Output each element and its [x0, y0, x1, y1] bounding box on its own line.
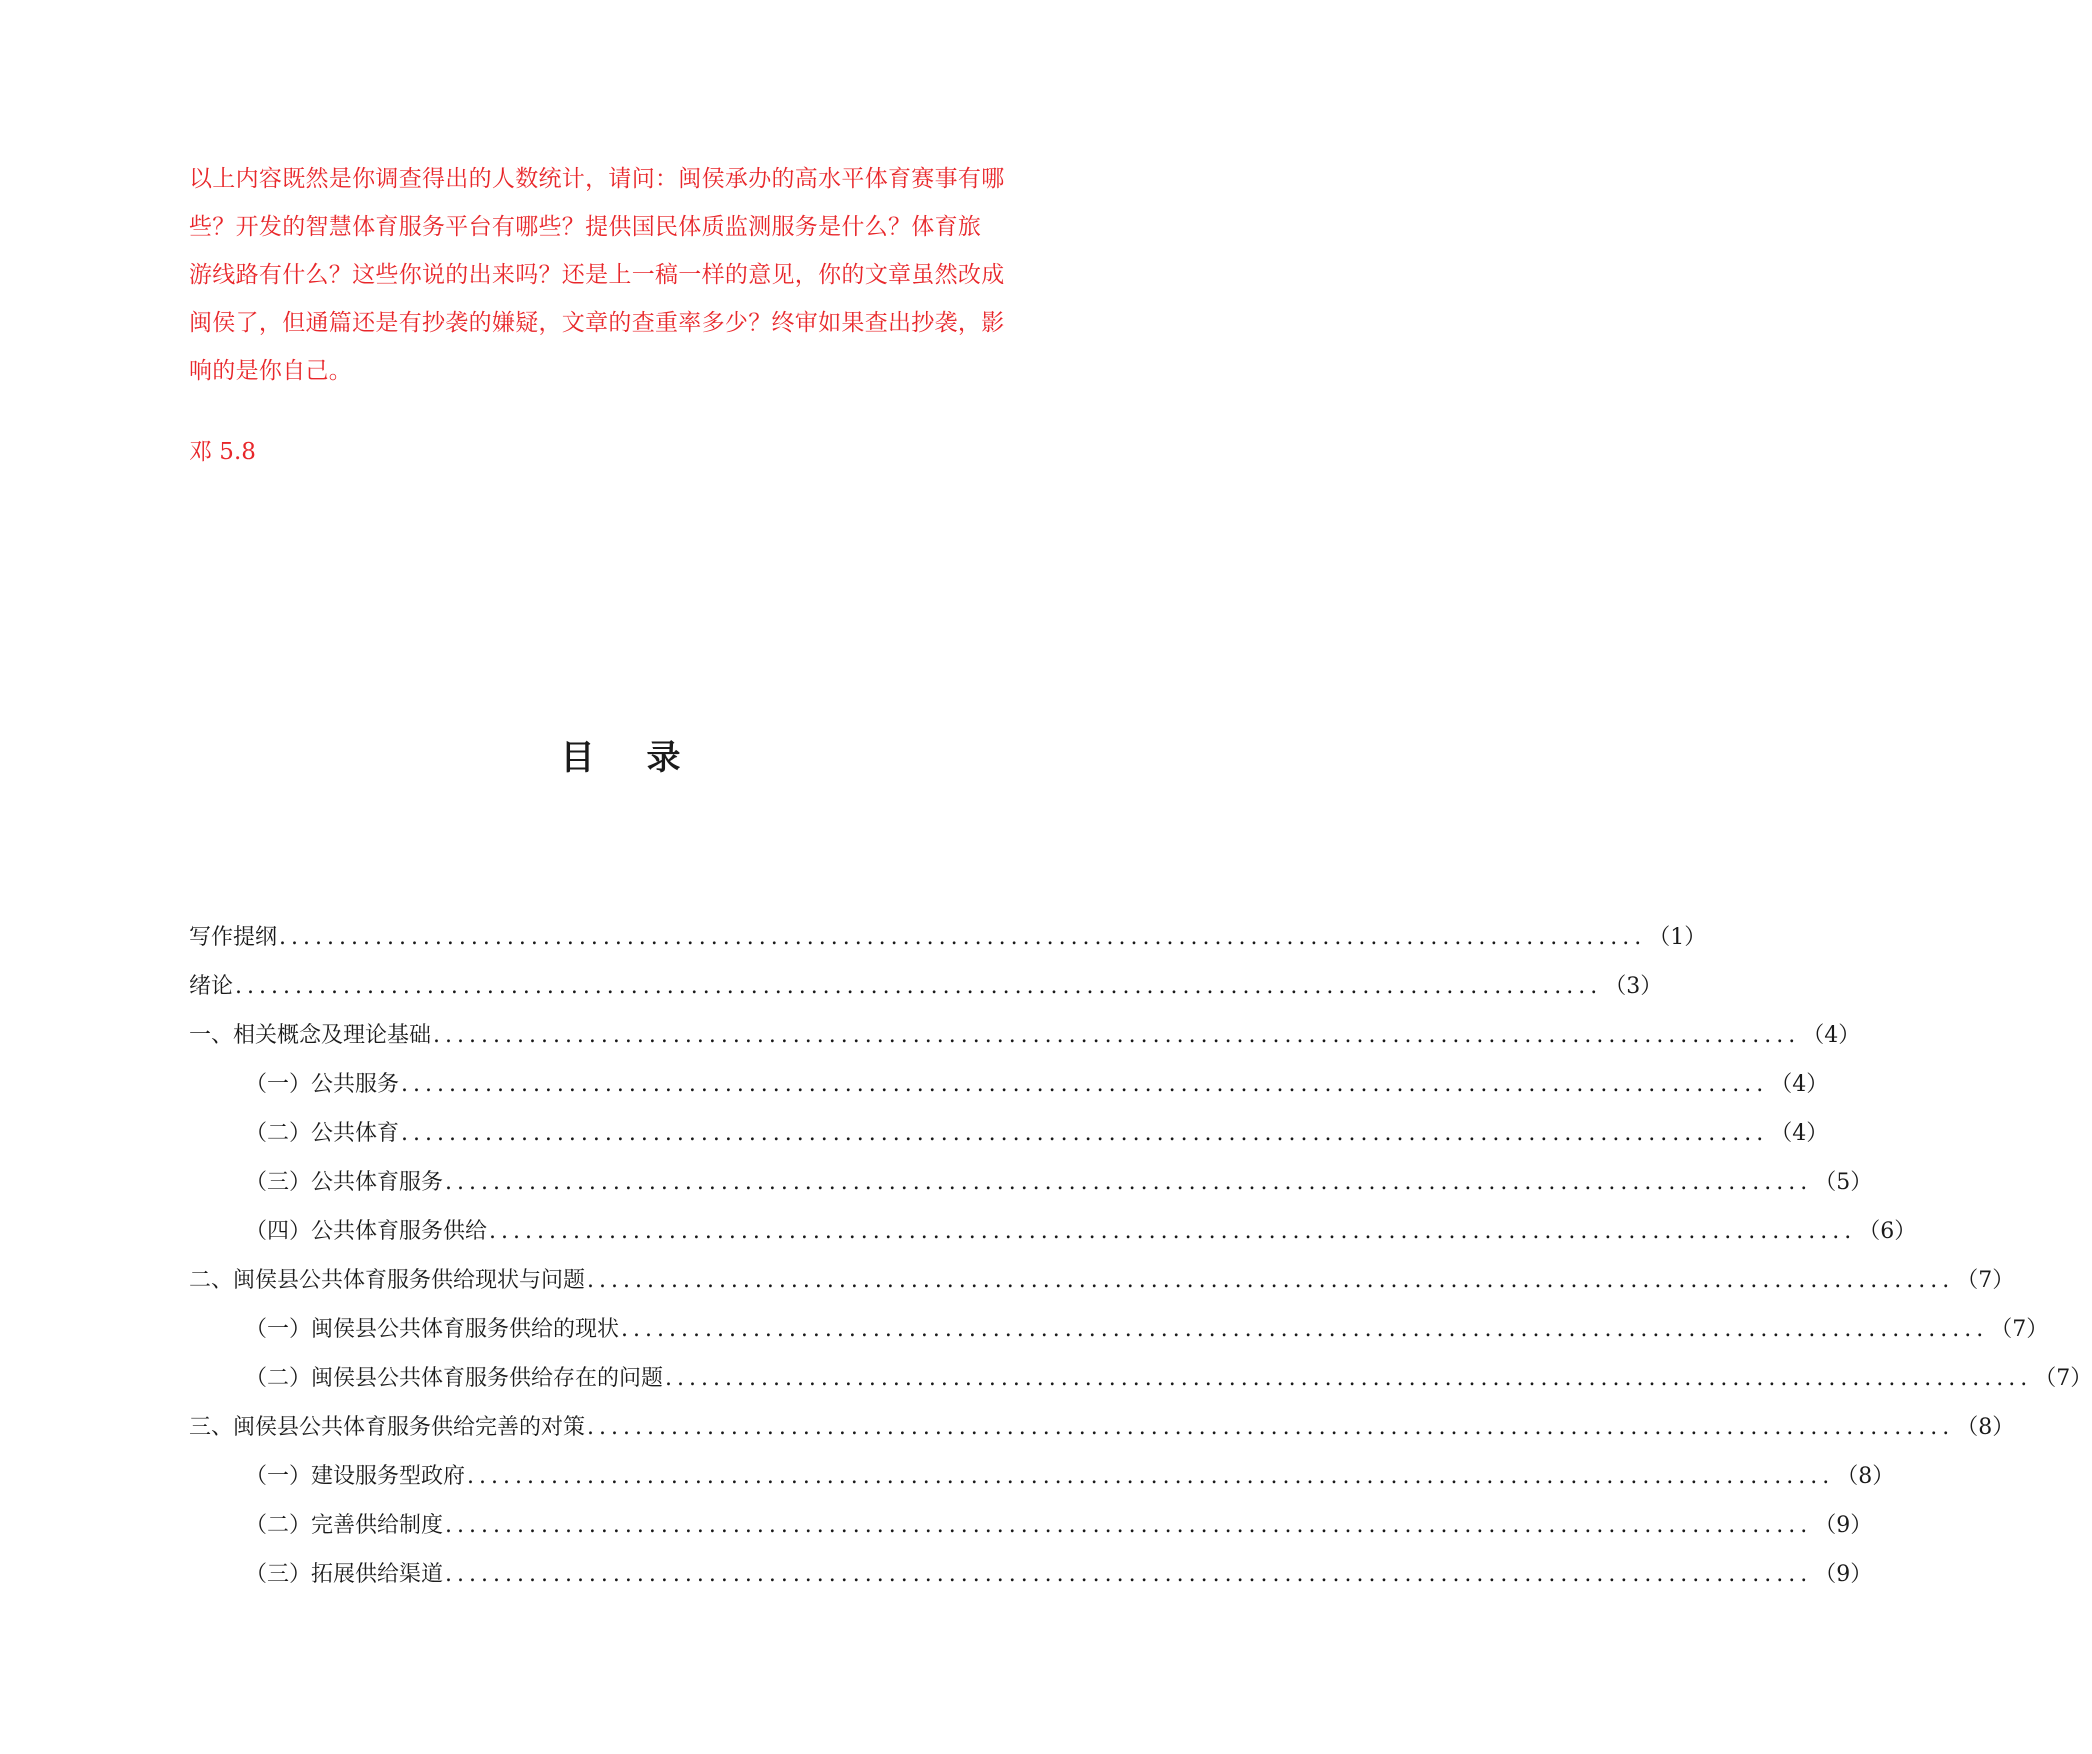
- toc-leader-dots: ..................................................................................................................: [587, 1268, 1955, 1293]
- toc-entry-page: （6）: [1858, 1219, 1917, 1244]
- toc-entry-page: （4）: [1770, 1121, 1829, 1146]
- toc-entry[interactable]: [189, 1067, 1829, 1116]
- toc-leader-dots: ..................................................................................................................: [445, 1170, 1813, 1195]
- toc-leader-dots: ..................................................................................................................: [445, 1513, 1813, 1538]
- comment-line: 闽侯了，但通篇还是有抄袭的嫌疑，文章的查重率多少？终审如果查出抄袭，影: [189, 310, 1005, 336]
- toc-leader-dots: ..................................................................................................................: [489, 1219, 1857, 1244]
- toc-entry-page: （7）: [2034, 1366, 2092, 1391]
- toc-title: 目录: [560, 738, 733, 778]
- toc-entry-page: （7）: [1956, 1268, 2015, 1293]
- toc-entry-label: 绪论: [189, 974, 234, 999]
- toc-entry[interactable]: [189, 969, 1663, 1018]
- toc-entry[interactable]: [189, 1508, 1873, 1557]
- toc-entry-page: （9）: [1814, 1513, 1873, 1538]
- toc-entry[interactable]: [189, 1214, 1917, 1263]
- toc-entry-page: （5）: [1814, 1170, 1873, 1195]
- toc-entry-label: （一）闽侯县公共体育服务供给的现状: [245, 1317, 620, 1342]
- toc-entry-label: 写作提纲: [189, 925, 278, 950]
- toc-entry-page: （3）: [1604, 974, 1663, 999]
- toc-entry[interactable]: [189, 1410, 2015, 1459]
- toc-leader-dots: ..................................................................................................................: [401, 1072, 1769, 1097]
- toc-leader-dots: ..................................................................................................................: [401, 1121, 1769, 1146]
- toc-entry[interactable]: [189, 1459, 1895, 1508]
- toc-leader-dots: ..................................................................................................................: [433, 1023, 1801, 1048]
- toc-entry-page: （8）: [1836, 1464, 1895, 1489]
- toc-entry-page: （7）: [1990, 1317, 2049, 1342]
- toc-leader-dots: ..................................................................................................................: [587, 1415, 1955, 1440]
- toc-entry-label: （一）建设服务型政府: [245, 1464, 466, 1489]
- toc-leader-dots: ..................................................................................................................: [621, 1317, 1989, 1342]
- toc-entry-label: （三）拓展供给渠道: [245, 1562, 444, 1587]
- toc-leader-dots: ..................................................................................................................: [279, 925, 1647, 950]
- toc-entry-label: （二）公共体育: [245, 1121, 400, 1146]
- toc-leader-dots: ..................................................................................................................: [235, 974, 1603, 999]
- toc-entry[interactable]: [189, 1557, 1873, 1606]
- comment-line: 些？开发的智慧体育服务平台有哪些？提供国民体质监测服务是什么？体育旅: [189, 214, 982, 240]
- toc-entry-label: （四）公共体育服务供给: [245, 1219, 488, 1244]
- toc-entry[interactable]: [189, 1263, 2015, 1312]
- toc-entry[interactable]: [189, 1361, 2092, 1410]
- toc-entry-label: （三）公共体育服务: [245, 1170, 444, 1195]
- comment-line: 游线路有什么？这些你说的出来吗？还是上一稿一样的意见，你的文章虽然改成: [189, 262, 1005, 288]
- toc-entry-label: （一）公共服务: [245, 1072, 400, 1097]
- toc-entry-label: 一、相关概念及理论基础: [189, 1023, 432, 1048]
- toc-entry[interactable]: [189, 1116, 1829, 1165]
- toc-entry-page: （8）: [1956, 1415, 2015, 1440]
- toc-entry-label: 三、闽侯县公共体育服务供给完善的对策: [189, 1415, 586, 1440]
- toc-entry-label: （二）完善供给制度: [245, 1513, 444, 1538]
- toc-entry-page: （4）: [1770, 1072, 1829, 1097]
- toc-entry-label: 二、闽侯县公共体育服务供给现状与问题: [189, 1268, 586, 1293]
- toc-leader-dots: ..................................................................................................................: [665, 1366, 2033, 1391]
- toc-entry-label: （二）闽侯县公共体育服务供给存在的问题: [245, 1366, 664, 1391]
- comment-line: 响的是你自己。: [189, 358, 353, 384]
- toc-entry[interactable]: [189, 1018, 1861, 1067]
- comment-line: 以上内容既然是你调查得出的人数统计，请问：闽侯承办的高水平体育赛事有哪: [189, 166, 1005, 192]
- comment-signoff: 邓 5.8: [189, 439, 256, 465]
- toc-entry-page: （9）: [1814, 1562, 1873, 1587]
- toc-entry[interactable]: [189, 1312, 2049, 1361]
- toc-leader-dots: ..................................................................................................................: [445, 1562, 1813, 1587]
- toc-entry[interactable]: [189, 1165, 1873, 1214]
- toc-entry[interactable]: [189, 920, 1707, 969]
- toc-entry-page: （1）: [1648, 925, 1707, 950]
- review-comment: [189, 155, 1059, 395]
- toc-leader-dots: ..................................................................................................................: [467, 1464, 1835, 1489]
- toc-entry-page: （4）: [1802, 1023, 1861, 1048]
- table-of-contents: [189, 920, 2092, 1606]
